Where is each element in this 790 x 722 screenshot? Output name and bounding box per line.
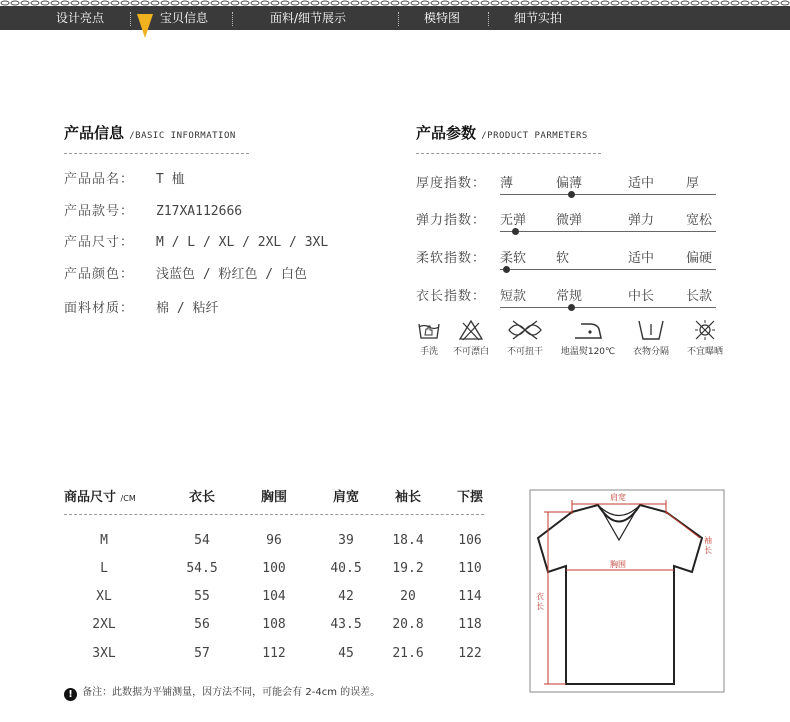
size-value: 56 [194,617,210,632]
size-value: 21.6 [392,646,424,661]
param-option: 宽松 [686,213,713,228]
size-table-divider [64,514,484,515]
param-row [416,247,726,277]
info-label: 产品品名： [64,172,135,187]
param-option: 适中 [628,176,655,191]
size-value: 43.5 [330,617,362,632]
param-scale-line [500,307,716,308]
info-row-name [64,168,185,187]
size-header-shoulder: 肩宽 [332,490,359,505]
param-option: 常规 [556,289,583,304]
size-value: 20.8 [392,617,424,632]
size-value: 45 [338,646,354,661]
param-option: 偏薄 [556,176,583,191]
info-row-colors [64,263,307,282]
size-value: 110 [458,561,482,576]
size-value: 19.2 [392,561,424,576]
info-value: Z17XA112666 [156,204,243,219]
param-label: 厚度指数： [416,176,487,191]
diagram-sleeve-label: 袖长 [704,536,712,555]
param-level-dot [512,228,519,235]
params-title [416,122,588,143]
size-header-length: 衣长 [188,490,215,505]
nav-tab-fabric-details[interactable]: 面料/细节展示 [270,11,347,25]
param-option: 厚 [686,176,700,191]
param-row [416,285,726,315]
param-option: 短款 [500,289,527,304]
hand-wash-icon [416,318,442,342]
size-header-sleeve: 袖长 [394,490,421,505]
nav-separator [488,12,489,26]
care-label: 不宜曝晒 [686,347,723,357]
size-label: L [100,561,108,576]
diagram-length-label: 衣长 [536,592,544,611]
size-label: 3XL [92,646,116,661]
nav-scallop-border [0,0,790,6]
care-low-iron [555,318,621,357]
size-value: 40.5 [330,561,362,576]
nav-tab-real-shots[interactable]: 细节实拍 [514,11,563,25]
care-hand-wash [414,318,444,357]
param-level-dot [568,304,575,311]
param-option: 无弹 [500,213,527,228]
wash-separately-icon [636,318,666,342]
tshirt-measure-diagram [524,488,730,694]
basic-info-title-text: 产品信息 [64,124,125,142]
param-option: 长款 [686,289,713,304]
basic-info-title [64,122,236,143]
size-value: 106 [458,533,482,548]
size-value: 42 [338,589,354,604]
care-no-wring [500,318,550,357]
diagram-shoulder-label: 肩宽 [610,493,626,502]
size-value: 112 [262,646,286,661]
param-option: 软 [556,251,570,266]
param-option: 偏硬 [686,251,713,266]
basic-info-divider [64,153,249,154]
care-no-sun-dry [680,318,730,357]
tshirt-outline-icon [524,488,730,694]
info-value: M / L / XL / 2XL / 3XL [156,235,329,250]
size-value: 18.4 [392,533,424,548]
param-label: 柔软指数： [416,251,487,266]
size-table-title-text: 商品尺寸 [64,490,117,505]
param-row [416,172,726,202]
params-title-text: 产品参数 [416,124,477,142]
param-scale-line [500,194,716,195]
size-value: 100 [262,561,286,576]
info-label: 产品颜色： [64,267,135,282]
size-value: 108 [262,617,286,632]
size-value: 20 [400,589,416,604]
param-scale-line [500,231,716,232]
info-label: 产品款号： [64,204,135,219]
nav-tab-model[interactable]: 模特图 [424,11,461,25]
size-value: 57 [194,646,210,661]
param-option: 柔软 [500,251,527,266]
param-scale-line [500,269,716,270]
param-option: 薄 [500,176,514,191]
size-table-unit: /CM [120,494,136,503]
info-label: 面料材质： [64,301,135,316]
size-header-hem: 下摆 [456,490,483,505]
care-label: 不可漂白 [452,347,489,357]
size-label: XL [96,589,112,604]
size-value: 104 [262,589,286,604]
size-value: 122 [458,646,482,661]
param-label: 衣长指数： [416,289,487,304]
care-label: 衣物分隔 [632,347,669,357]
param-label: 弹力指数： [416,213,487,228]
nav-active-marker [137,14,153,38]
scallop-pattern [0,0,790,6]
params-subtitle: /PRODUCT PARMETERS [481,131,588,141]
size-value: 54 [194,533,210,548]
size-value: 96 [266,533,282,548]
nav-separator [130,12,131,26]
warning-icon: ! [64,688,77,701]
nav-tab-design[interactable]: 设计亮点 [56,11,105,25]
info-row-sizes [64,231,328,250]
size-label: M [100,533,108,548]
no-sun-dry-icon [692,318,718,342]
info-value: 浅蓝色 / 粉红色 / 白色 [156,267,307,282]
size-header-chest: 胸围 [260,490,287,505]
diagram-chest-label: 胸围 [610,560,626,569]
size-value: 114 [458,589,482,604]
nav-separator [398,12,399,26]
no-wring-icon [505,318,545,342]
param-option: 适中 [628,251,655,266]
care-no-bleach [447,318,495,357]
no-bleach-icon [458,318,484,342]
nav-tab-product-info[interactable]: 宝贝信息 [160,11,209,25]
nav-separator [232,12,233,26]
size-value: 118 [458,617,482,632]
low-iron-icon [572,318,604,342]
info-value: T 桖 [156,172,185,187]
size-value: 54.5 [186,561,218,576]
size-value: 55 [194,589,210,604]
care-label: 不可扭干 [506,347,543,357]
param-option: 弹力 [628,213,655,228]
size-label: 2XL [92,617,116,632]
size-value: 39 [338,533,354,548]
param-level-dot [568,191,575,198]
info-row-material [64,297,218,316]
info-label: 产品尺寸： [64,235,135,250]
care-wash-separately [626,318,676,357]
param-option: 微弹 [556,213,583,228]
param-row [416,209,726,239]
care-label: 手洗 [419,347,438,357]
size-table-title [64,486,136,505]
param-level-dot [503,266,510,273]
basic-info-subtitle: /BASIC INFORMATION [129,131,236,141]
info-value: 棉 / 粘纤 [156,301,219,316]
info-row-style-no [64,200,242,219]
note-text: 备注：此数据为平铺测量，因方法不同，可能会有 2-4cm 的误差。 [82,687,381,698]
top-nav [0,0,790,30]
param-option: 中长 [628,289,655,304]
params-divider [416,153,601,154]
care-label: 地温熨120℃ [560,347,616,357]
measurement-note [64,683,380,701]
